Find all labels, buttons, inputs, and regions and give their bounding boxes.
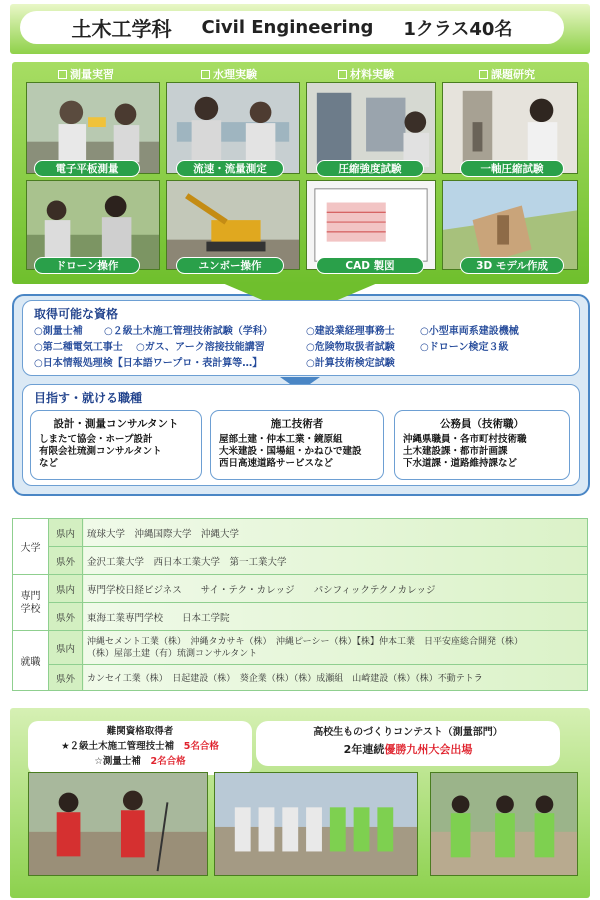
career-card-title: 施工技術者: [270, 418, 324, 430]
column-label-research: 課題研究: [479, 67, 535, 81]
career-card-construction: [210, 410, 384, 480]
checkbox-icon: [479, 70, 488, 79]
value-cell: カンセイ工業（株） 日起建設（株） 葵企業（株）（株）成瀬組 山崎建設（株）（株）不動テトラ: [83, 665, 588, 691]
career-card-line: 西日高速道路サービスなど: [219, 458, 334, 469]
title-english: Civil Engineering: [201, 17, 374, 38]
caption-uniaxial-test: 一軸圧縮試験: [460, 160, 564, 177]
value-cell: 東海工業専門学校 日本工学院: [83, 603, 588, 631]
caption-cad-drawing: CAD 製図: [316, 257, 424, 274]
qualification-item: ○第二種電気工事士: [34, 342, 123, 353]
career-card-title: 設計・測量コンサルタント: [53, 418, 179, 430]
category-vocational: 専門 学校: [13, 575, 49, 631]
qualification-item: ○小型車両系建設機械: [420, 326, 519, 337]
award-line: ★２級土木施工管理技士補 5名合格: [61, 741, 219, 752]
career-card-line: 屋部土建・仲本工業・鏡原組: [219, 434, 343, 445]
caption-electronic-survey: 電子平板測量: [34, 160, 140, 177]
table-row: [13, 519, 588, 547]
column-label-hydraulics: 水理実験: [201, 67, 257, 81]
value-cell: 金沢工業大学 西日本工業大学 第一工業大学: [83, 547, 588, 575]
qualification-item: ○２級土木施工管理技術試験（学科）: [104, 326, 273, 337]
qualification-item: ○ドローン検定３級: [420, 342, 509, 353]
qualifications-title: 取得可能な資格: [34, 307, 119, 321]
career-card-line: 土木建設課・都市計画課: [403, 446, 508, 457]
award-line: ☆測量士補 2名合格: [94, 756, 186, 767]
caption-3d-model: 3D モデル作成: [460, 257, 564, 274]
career-card-line: など: [39, 458, 59, 469]
caption-excavator-operation: ユンボー操作: [176, 257, 284, 274]
location-cell: 県内: [49, 519, 83, 547]
checkbox-icon: [338, 70, 347, 79]
careers-title: 目指す・就ける職種: [34, 391, 143, 405]
location-cell: 県外: [49, 547, 83, 575]
table-row: [13, 575, 588, 603]
award-heading: 難関資格取得者: [106, 726, 174, 737]
page-title: [20, 11, 564, 44]
qualification-item: ○測量士補: [34, 326, 83, 337]
qualification-award-box: [28, 721, 252, 775]
qualification-item: ○計算技術検定試験: [306, 358, 395, 369]
table-row: [13, 631, 588, 665]
qualification-item: ○建設業経理事務士: [306, 326, 395, 337]
award-line: 2年連続優勝九州大会出場: [343, 743, 473, 756]
qualification-item: ○ガス、アーク溶接技能講習: [136, 342, 265, 353]
table-row: [13, 603, 588, 631]
value-cell: 専門学校日経ビジネス サイ・テク・カレッジ パシフィックテクノカレッジ: [83, 575, 588, 603]
column-label-materials: 材料実験: [338, 67, 394, 81]
category-university: 大学: [13, 519, 49, 575]
column-label-survey: 測量実習: [58, 67, 114, 81]
career-card-line: しまたて協会・ホープ設計: [39, 434, 153, 445]
title-japanese: 土木工学科: [71, 17, 172, 41]
career-card-line: 有限会社琉測コンサルタント: [39, 446, 162, 457]
location-cell: 県外: [49, 603, 83, 631]
caption-drone-operation: ドローン操作: [34, 257, 140, 274]
qualification-item: ○日本情報処理検【日本語ワープロ・表計算等…】: [34, 358, 263, 369]
value-cell: 沖縄セメント工業（株） 沖縄タカサキ（株） 沖縄ピーシー（株）【株】仲本工業 日平安座総合開発（株） （株）屋部土建（有）琉測コンサルタント: [83, 631, 588, 665]
destinations-table: [12, 518, 588, 691]
table-row: [13, 547, 588, 575]
qualification-item: ○危険物取扱者試験: [306, 342, 395, 353]
category-employment: 就職: [13, 631, 49, 691]
photo-survey-practice: [28, 772, 208, 876]
career-card-public: [394, 410, 570, 480]
location-cell: 県内: [49, 575, 83, 603]
checkbox-icon: [58, 70, 67, 79]
contest-award-box: [256, 721, 560, 766]
award-heading: 高校生ものづくりコンテスト（測量部門）: [313, 727, 503, 738]
photo-contest-field: [430, 772, 578, 876]
caption-compression-test: 圧縮強度試験: [316, 160, 424, 177]
value-cell: 琉球大学 沖縄国際大学 沖縄大学: [83, 519, 588, 547]
caption-flow-measurement: 流速・流量測定: [176, 160, 284, 177]
checkbox-icon: [201, 70, 210, 79]
career-card-title: 公務員（技術職）: [440, 418, 524, 430]
career-card-line: 下水道課・道路維持課など: [403, 458, 518, 469]
table-row: [13, 665, 588, 691]
career-card-line: 大米建設・国場組・かねひで建設: [219, 446, 362, 457]
career-card-line: 沖縄県職員・各市町村技術職: [403, 434, 527, 445]
photo-team-group: [214, 772, 418, 876]
location-cell: 県内: [49, 631, 83, 665]
career-card-consultant: [30, 410, 202, 480]
class-capacity: 1クラス40名: [403, 18, 513, 40]
location-cell: 県外: [49, 665, 83, 691]
